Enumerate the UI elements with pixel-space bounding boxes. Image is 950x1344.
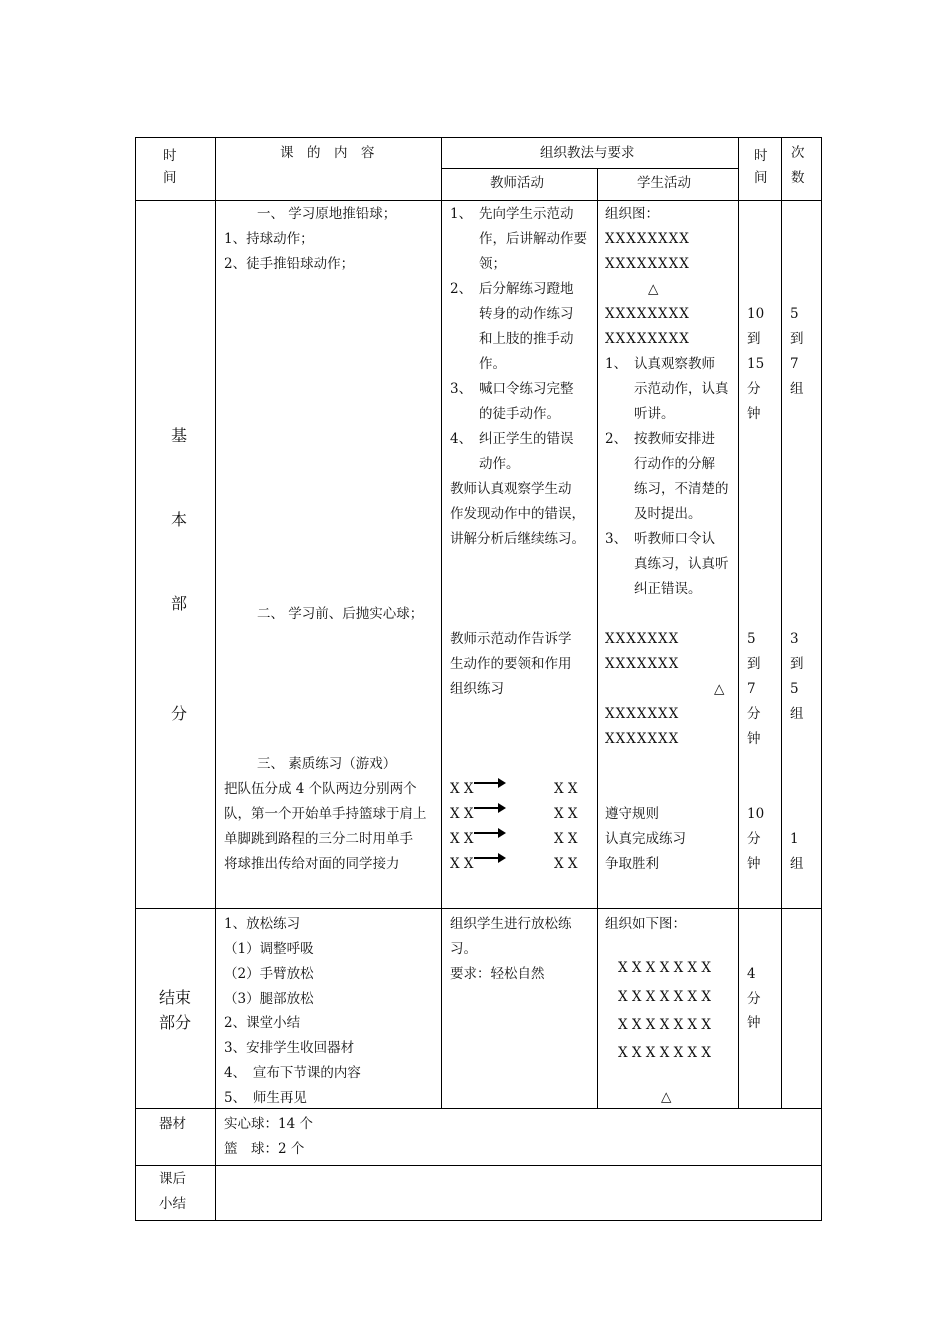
- header-teacher: 教师活动: [490, 175, 544, 191]
- p1-teacher-l12: 教师认真观察学生动: [450, 481, 572, 497]
- p1-teacher-num1: 1、: [450, 206, 473, 222]
- p1-count-3: 7: [790, 356, 799, 372]
- p2-student-formation-3: XXXXXXX: [605, 706, 680, 722]
- p2-count-3: 5: [790, 681, 799, 697]
- p2-student-formation-4: XXXXXXX: [605, 731, 680, 747]
- ending-teacher-1: 组织学生进行放松练: [450, 916, 572, 932]
- ending-teacher-position: △: [661, 1089, 672, 1105]
- header-count-1: 次: [791, 145, 805, 161]
- p1-teacher-l7: 作。: [479, 356, 506, 372]
- summary-label-1: 课后: [159, 1171, 186, 1187]
- p1-teacher-l4: 后分解练习蹬地: [479, 281, 574, 297]
- p1-duration-5: 钟: [747, 406, 761, 422]
- p1-student-num1: 1、: [605, 356, 628, 372]
- p1-student-l1: 组织图：: [605, 206, 659, 222]
- ending-duration-2: 分: [747, 991, 761, 1007]
- p1-student-l8: 及时提出。: [634, 506, 702, 522]
- p1-duration-4: 分: [747, 381, 761, 397]
- p1-teacher-num2: 2、: [450, 281, 473, 297]
- p3-duration-1: 10: [747, 806, 765, 822]
- basic-label-3: 部: [171, 594, 188, 613]
- ending-formation-2: X X X X X X X: [618, 989, 712, 1005]
- summary-content[interactable]: [216, 1166, 821, 1220]
- equipment-item-2: 篮 球：2 个: [224, 1141, 305, 1157]
- arrow-right-icon: [474, 857, 500, 859]
- arrow-right-icon: [474, 807, 500, 809]
- p3-desc-3: 单脚跳到路程的三分二时用单手: [224, 831, 413, 847]
- p1-student-l9: 听教师口令认: [634, 531, 715, 547]
- p2-duration-5: 钟: [747, 731, 761, 747]
- ending-item-4: （3）腿部放松: [224, 991, 314, 1007]
- p1-count-4: 组: [790, 381, 804, 397]
- part1-title: 一、 学习原地推铅球；: [257, 206, 397, 222]
- relay-left-1: X X: [450, 781, 474, 797]
- p1-teacher-l9: 的徒手动作。: [479, 406, 560, 422]
- p1-teacher-position: △: [648, 281, 659, 297]
- ending-label-1: 结束: [159, 988, 192, 1007]
- p1-student-l5: 按教师安排进: [634, 431, 715, 447]
- ending-formation-1: X X X X X X X: [618, 960, 712, 976]
- p1-student-l6: 行动作的分解: [634, 456, 715, 472]
- p1-duration-3: 15: [747, 356, 765, 372]
- p1-student-formation-4: XXXXXXXX: [605, 331, 690, 347]
- ending-teacher-3: 要求：轻松自然: [450, 966, 545, 982]
- p3-desc-2: 队，第一个开始单手持篮球于肩上: [224, 806, 427, 822]
- arrow-right-icon: [474, 832, 500, 834]
- summary-label-2: 小结: [159, 1196, 186, 1212]
- p1-student-l11: 纠正错误。: [634, 581, 702, 597]
- ending-formation-3: X X X X X X X: [618, 1017, 712, 1033]
- header-count-2: 数: [791, 170, 805, 186]
- basic-label-4: 分: [171, 704, 188, 723]
- ending-duration-3: 钟: [747, 1015, 761, 1031]
- ending-item-2: （1）调整呼吸: [224, 941, 314, 957]
- header-student: 学生活动: [637, 175, 691, 191]
- p2-count-4: 组: [790, 706, 804, 722]
- p2-count-1: 3: [790, 631, 799, 647]
- header-time-1: 时: [163, 148, 177, 164]
- relay-right-2: X X: [554, 806, 578, 822]
- p1-count-2: 到: [790, 331, 804, 347]
- equipment-label: 器材: [159, 1116, 186, 1132]
- p1-teacher-l14: 讲解分析后继续练习。: [450, 531, 585, 547]
- ending-item-1: 1、放松练习: [224, 916, 301, 932]
- p1-teacher-l8: 喊口令练习完整: [479, 381, 574, 397]
- p1-student-l10: 真练习，认真听: [634, 556, 729, 572]
- arrow-right-icon: [474, 782, 500, 784]
- p1-teacher-num4: 4、: [450, 431, 473, 447]
- p1-teacher-l13: 作发现动作中的错误，: [450, 506, 585, 522]
- p2-duration-2: 到: [747, 656, 761, 672]
- p3-duration-2: 分: [747, 831, 761, 847]
- ending-item-7: 4、 宣布下节课的内容: [224, 1065, 361, 1081]
- p2-duration-3: 7: [747, 681, 756, 697]
- ending-duration-1: 4: [747, 966, 756, 982]
- p1-duration-1: 10: [747, 306, 765, 322]
- p1-student-formation-2: XXXXXXXX: [605, 256, 690, 272]
- ending-label-2: 部分: [159, 1013, 192, 1032]
- basic-label-1: 基: [171, 426, 188, 445]
- header-duration-2: 间: [754, 170, 768, 186]
- relay-right-3: X X: [554, 831, 578, 847]
- relay-left-3: X X: [450, 831, 474, 847]
- p2-student-formation-2: XXXXXXX: [605, 656, 680, 672]
- header-time-2: 间: [163, 170, 177, 186]
- p1-count-1: 5: [790, 306, 799, 322]
- p1-student-l3: 示范动作，认真: [634, 381, 729, 397]
- p1-student-formation-3: XXXXXXXX: [605, 306, 690, 322]
- p1-duration-2: 到: [747, 331, 761, 347]
- basic-label-2: 本: [171, 510, 188, 529]
- p1-teacher-l6: 和上肢的推手动: [479, 331, 574, 347]
- relay-left-4: X X: [450, 856, 474, 872]
- p2-teacher-l2: 生动作的要领和作用: [450, 656, 572, 672]
- p1-student-formation-1: XXXXXXXX: [605, 231, 690, 247]
- relay-left-2: X X: [450, 806, 474, 822]
- ending-item-5: 2、课堂小结: [224, 1015, 301, 1031]
- p1-teacher-l10: 纠正学生的错误: [479, 431, 574, 447]
- p2-student-formation-1: XXXXXXX: [605, 631, 680, 647]
- p2-teacher-l1: 教师示范动作告诉学: [450, 631, 572, 647]
- p1-student-num2: 2、: [605, 431, 628, 447]
- ending-item-8: 5、 师生再见: [224, 1090, 307, 1106]
- p1-teacher-l11: 动作。: [479, 456, 520, 472]
- p2-duration-4: 分: [747, 706, 761, 722]
- p1-student-l4: 听讲。: [634, 406, 675, 422]
- p2-duration-1: 5: [747, 631, 756, 647]
- equipment-item-1: 实心球：14 个: [224, 1116, 313, 1132]
- p1-student-num3: 3、: [605, 531, 628, 547]
- p2-teacher-position: △: [714, 681, 725, 697]
- p3-duration-3: 钟: [747, 856, 761, 872]
- relay-right-4: X X: [554, 856, 578, 872]
- p1-teacher-l5: 转身的动作练习: [479, 306, 574, 322]
- p1-student-l7: 练习，不清楚的: [634, 481, 729, 497]
- p3-student-1: 遵守规则: [605, 806, 659, 822]
- p3-student-2: 认真完成练习: [605, 831, 686, 847]
- p2-teacher-l3: 组织练习: [450, 681, 504, 697]
- ending-teacher-2: 习。: [450, 941, 477, 957]
- p1-teacher-l2: 作，后讲解动作要: [479, 231, 587, 247]
- p1-teacher-num3: 3、: [450, 381, 473, 397]
- ending-item-6: 3、安排学生收回器材: [224, 1040, 355, 1056]
- header-duration-1: 时: [754, 148, 768, 164]
- p3-count-1: 1: [790, 831, 799, 847]
- p3-desc-1: 把队伍分成 4 个队两边分别两个: [224, 781, 417, 797]
- p1-student-l2: 认真观察教师: [634, 356, 715, 372]
- p1-teacher-l3: 领；: [479, 256, 506, 272]
- p1-teacher-l1: 先向学生示范动: [479, 206, 574, 222]
- header-content: 课 的 内 容: [280, 145, 375, 161]
- p2-count-2: 到: [790, 656, 804, 672]
- header-org: 组织教法与要求: [540, 145, 635, 161]
- p3-count-2: 组: [790, 856, 804, 872]
- part1-item-1: 1、持球动作；: [224, 231, 314, 247]
- part1-item-2: 2、徒手推铅球动作；: [224, 256, 355, 272]
- p3-desc-4: 将球推出传给对面的同学接力: [224, 856, 400, 872]
- ending-item-3: （2）手臂放松: [224, 966, 314, 982]
- part2-title: 二、 学习前、后抛实心球；: [257, 606, 424, 622]
- ending-student-head: 组织如下图：: [605, 916, 686, 932]
- relay-right-1: X X: [554, 781, 578, 797]
- p3-student-3: 争取胜利: [605, 856, 659, 872]
- ending-formation-4: X X X X X X X: [618, 1045, 712, 1061]
- part3-title: 三、 素质练习（游戏）: [257, 756, 397, 772]
